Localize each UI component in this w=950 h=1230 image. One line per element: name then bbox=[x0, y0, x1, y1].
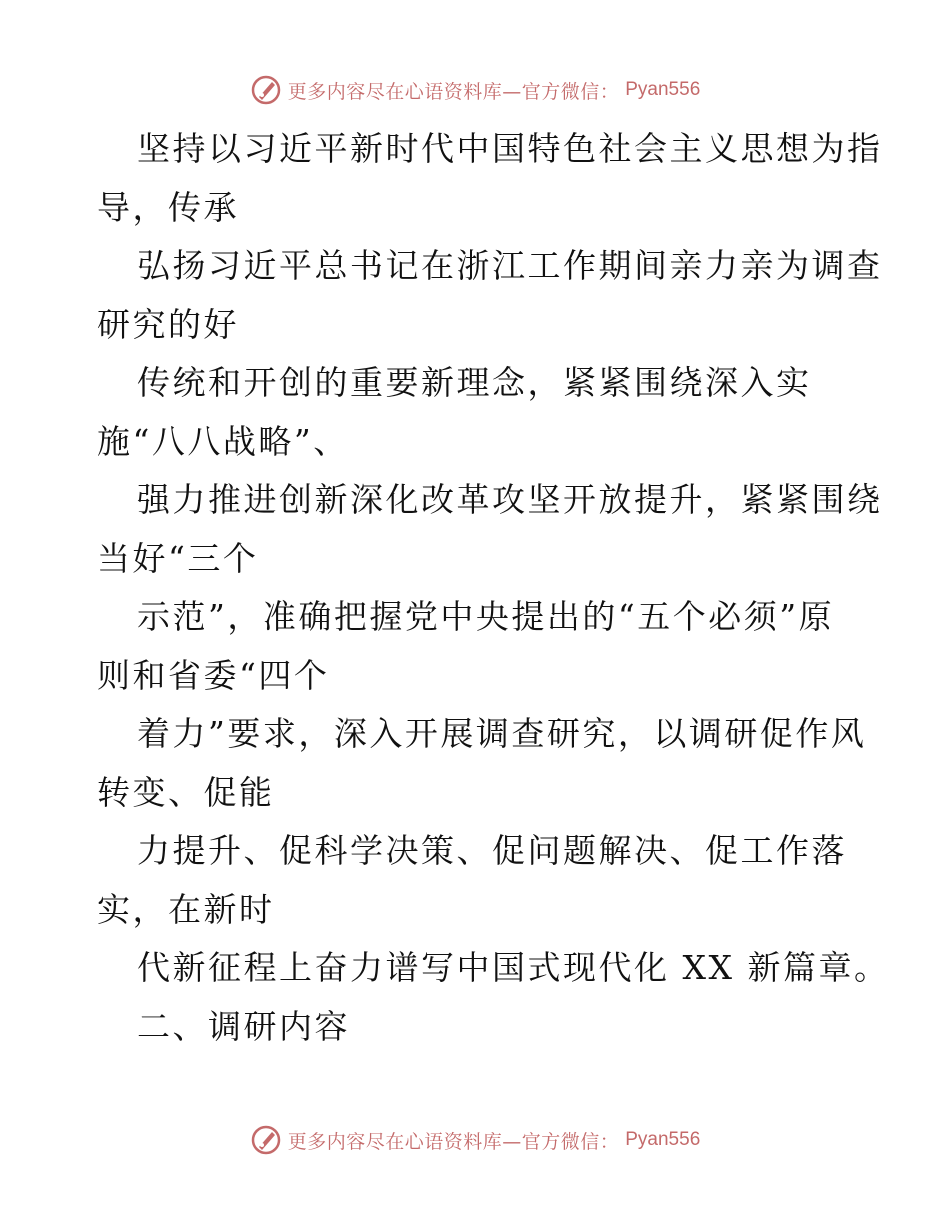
watermark-text: 更多内容尽在心语资料库—官方微信： bbox=[287, 1130, 620, 1153]
paragraph-line: 强力推进创新深化改革攻坚开放提升，紧紧围绕 bbox=[137, 480, 883, 519]
paragraph-line: 当好“三个 bbox=[97, 538, 259, 578]
paragraph-line: 研究的好 bbox=[97, 304, 239, 344]
paragraph-line: 着力”要求，深入开展调查研究，以调研促作风 bbox=[137, 714, 867, 753]
paragraph-line: 施“八八战略”、 bbox=[97, 421, 349, 461]
paragraph-line: 弘扬习近平总书记在浙江工作期间亲力亲为调查 bbox=[137, 246, 883, 285]
paragraph-line: 力提升、促科学决策、促问题解决、促工作落 bbox=[137, 831, 847, 870]
paragraph-line: 示范”，准确把握党中央提出的“五个必须”原 bbox=[137, 597, 835, 636]
footer-watermark bbox=[0, 1120, 950, 1160]
watermark-wechat-id: Pyan556 bbox=[625, 1129, 701, 1150]
header-watermark bbox=[0, 70, 950, 110]
document-body bbox=[97, 120, 890, 1056]
paragraph-line: 传统和开创的重要新理念，紧紧围绕深入实 bbox=[137, 363, 812, 402]
paragraph-line: 导，传承 bbox=[97, 187, 239, 227]
section-heading: 二、调研内容 bbox=[137, 1006, 350, 1046]
quill-pen-seal-icon bbox=[250, 1124, 282, 1156]
paragraph-line: 坚持以习近平新时代中国特色社会主义思想为指 bbox=[137, 129, 883, 168]
paragraph-line: 转变、促能 bbox=[97, 772, 275, 812]
quill-pen-seal-icon bbox=[250, 74, 282, 106]
watermark-text: 更多内容尽在心语资料库—官方微信： bbox=[287, 80, 620, 103]
paragraph-line: 代新征程上奋力谱写中国式现代化 XX 新篇章。 bbox=[137, 948, 890, 987]
paragraph-line: 实，在新时 bbox=[97, 889, 275, 929]
paragraph-line: 则和省委“四个 bbox=[97, 655, 330, 695]
watermark-wechat-id: Pyan556 bbox=[625, 79, 701, 100]
